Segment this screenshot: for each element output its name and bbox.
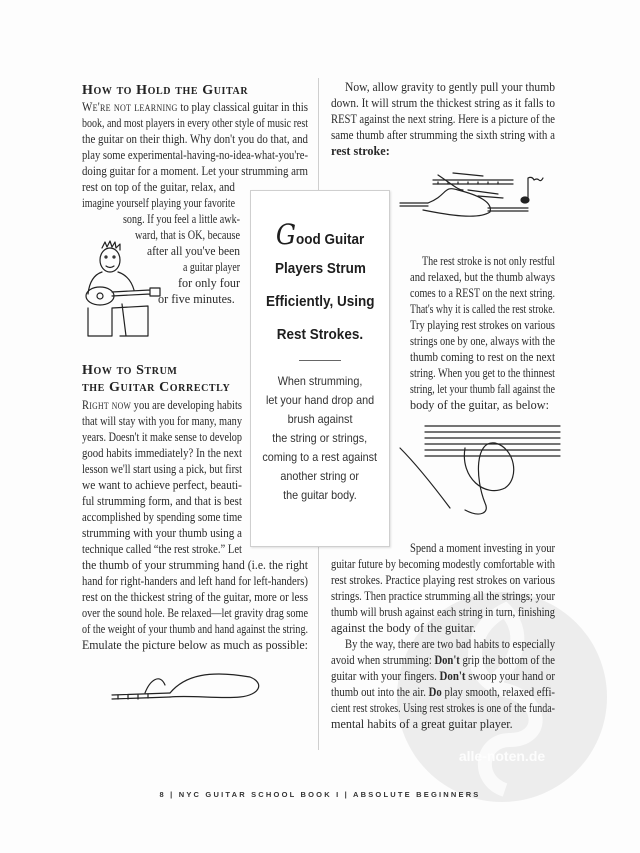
text-line	[82, 590, 308, 605]
text-line	[82, 510, 242, 525]
text-line	[82, 478, 242, 493]
pull-quote-caption-line: coming to a rest against	[262, 450, 378, 464]
text-span: Spend a moment investing in your	[410, 541, 555, 555]
text-line	[410, 350, 555, 365]
text-span: same thumb after strumming the sixth string with a	[331, 128, 555, 142]
pull-quote-caption-line: another string or	[280, 469, 360, 483]
text-line	[331, 112, 555, 127]
text-line	[331, 653, 555, 668]
section-heading-strum-2: the Guitar Correctly	[82, 380, 231, 395]
text-span: strings one by one, always with the	[410, 334, 555, 348]
text-line	[183, 260, 240, 275]
text-span: thumb will brush against each string in turn, finishing	[331, 605, 555, 619]
text-line	[178, 276, 240, 291]
text-span: grip the bottom of the	[459, 653, 555, 667]
text-line	[82, 494, 242, 509]
text-line	[82, 446, 242, 461]
text-span: accomplished by spending some time	[82, 510, 242, 524]
text-line	[82, 574, 308, 589]
text-line	[82, 430, 242, 445]
small-caps-lead: We're not learning	[82, 100, 178, 114]
text-span: technique called “the rest stroke.” Let	[82, 542, 242, 556]
bold-text: Don't	[434, 653, 460, 667]
text-line	[331, 128, 555, 143]
text-line	[82, 398, 242, 413]
text-line	[410, 541, 555, 556]
text-line	[410, 286, 555, 301]
drop-cap: G	[275, 218, 296, 251]
rest-stroke-illustration	[398, 170, 543, 220]
text-line	[331, 144, 390, 159]
text-line	[331, 557, 555, 572]
text-span: imagine yourself playing your favorite	[82, 196, 235, 210]
text-span: after all you've been	[147, 244, 240, 258]
text-span: That's why it is called the rest stroke.	[410, 302, 555, 316]
text-line	[331, 589, 555, 604]
text-span: to play classical guitar in this	[177, 100, 308, 114]
text-span: rest on the thickest string of the guitar, more or less	[82, 590, 308, 604]
text-span: that will stay with you for many, many	[82, 414, 242, 428]
text-line	[331, 605, 555, 620]
text-line	[158, 292, 235, 307]
text-span: ful strumming form, and that is best	[82, 494, 242, 508]
text-span: body of the guitar, as below:	[410, 398, 549, 412]
text-line	[422, 254, 555, 269]
text-span: play smooth, relaxed effi-	[441, 685, 555, 699]
text-line	[82, 116, 308, 131]
pull-quote-title-2: Players Strum	[274, 260, 366, 277]
text-line	[331, 701, 555, 716]
text-span: cient rest strokes. Using rest strokes is one of the funda-	[331, 701, 555, 715]
text-span: against the body of the guitar.	[331, 621, 476, 635]
text-line	[410, 318, 555, 333]
text-line	[345, 637, 555, 652]
text-line	[82, 180, 235, 195]
text-span: over the sound hole. Be relaxed—let gravity drag some	[82, 606, 308, 620]
bold-text: Don't	[439, 669, 466, 683]
text-line	[410, 334, 555, 349]
thumb-on-string-illustration	[110, 665, 270, 710]
text-line	[82, 100, 308, 115]
text-span: thumb coming to rest on the next	[410, 350, 555, 364]
pull-quote-caption-line: the string or strings,	[272, 431, 368, 445]
small-caps-lead: Right now	[82, 398, 132, 412]
text-span: the thumb of your strumming hand (i.e. the right	[82, 558, 308, 572]
text-line	[82, 148, 308, 163]
text-span: play some experimental-having-no-idea-what-you're-	[82, 148, 308, 162]
text-span: lesson we'll start using a pick, but first	[82, 462, 242, 476]
text-line	[331, 685, 555, 700]
pull-quote-caption-line: the guitar body.	[283, 488, 357, 502]
watermark-text: alle-noten.de	[458, 748, 546, 764]
text-span: we want to achieve perfect, beauti-	[82, 478, 242, 492]
pull-quote-title-3: Efficiently, Using	[265, 293, 375, 310]
text-span: down. It will strum the thickest string as it falls to	[331, 96, 555, 110]
text-span: good habits immediately? In the next	[82, 446, 242, 460]
text-span: mental habits of a great guitar player.	[331, 717, 513, 731]
text-span: or five minutes.	[158, 292, 235, 306]
text-span: the guitar on their thigh. Why don't you do that, and	[82, 132, 308, 146]
pull-quote-title-1	[276, 217, 364, 253]
text-span: guitar with your fingers.	[331, 669, 440, 683]
text-span: book, and most players in every other style of music rest	[82, 116, 308, 130]
text-span: comes to a REST on the next string.	[410, 286, 555, 300]
text-span: song. If you feel a little awk-	[123, 212, 240, 226]
text-line	[82, 606, 308, 621]
text-line	[410, 302, 555, 317]
text-span: strings. Then practice strumming all the strings; your	[331, 589, 555, 603]
text-line	[82, 164, 308, 179]
text-line	[82, 414, 242, 429]
text-line	[82, 132, 308, 147]
text-span: strumming with your thumb using a	[82, 526, 242, 540]
text-span: of the weight of your thumb and hand against the string.	[82, 622, 308, 636]
text-span: a guitar player	[183, 260, 240, 274]
text-span: rest strokes. Practice playing rest strokes on various	[331, 573, 555, 587]
section-heading-strum-1: How to Strum	[82, 363, 178, 378]
text-span: hand for right-handers and left hand for left-handers)	[82, 574, 308, 588]
thumb-on-guitar-body-illustration	[395, 418, 565, 518]
pull-quote-caption-line: let your hand drop and	[265, 393, 375, 407]
text-span: guitar future by becoming modestly comfortable with	[331, 557, 555, 571]
text-span: thumb out into the air.	[331, 685, 429, 699]
text-span: and relaxed, but the thumb always	[410, 270, 555, 284]
text-line	[123, 212, 240, 227]
bold-text: Do	[428, 685, 442, 699]
text-line	[331, 573, 555, 588]
text-span: Now, allow gravity to gently pull your thumb	[345, 80, 555, 94]
text-span: rest on top of the guitar, relax, and	[82, 180, 235, 194]
page-footer: 8 | NYC GUITAR SCHOOL BOOK I | ABSOLUTE BEGINNERS	[159, 790, 481, 799]
text-line	[410, 366, 555, 381]
pull-quote-rule	[299, 360, 341, 361]
text-line	[82, 462, 242, 477]
text-span: years. Doesn't it make sense to develop	[82, 430, 242, 444]
text-line	[410, 270, 555, 285]
bold-text: rest stroke:	[331, 144, 390, 158]
text-line	[331, 717, 513, 732]
pull-quote-title-text: ood Guitar	[295, 231, 365, 248]
text-span: you are developing habits	[131, 398, 242, 412]
text-span: string, let your thumb fall against the	[410, 382, 555, 396]
text-line	[410, 398, 549, 413]
text-line	[345, 80, 555, 95]
text-line	[82, 558, 308, 573]
text-line	[410, 382, 555, 397]
text-span: avoid when strumming:	[331, 653, 435, 667]
pull-quote-caption-line: When strumming,	[277, 374, 363, 388]
pull-quote-caption-line: brush against	[287, 412, 353, 426]
text-line	[82, 638, 308, 653]
guitar-player-illustration	[82, 238, 167, 338]
pull-quote-box	[250, 190, 390, 547]
text-line	[331, 669, 555, 684]
text-line	[331, 621, 476, 636]
text-span: The rest stroke is not only restful	[422, 254, 555, 268]
text-span: REST against the next string. Here is a picture of the	[331, 112, 555, 126]
text-span: string. When you get to the thinnest	[410, 366, 555, 380]
text-span: By the way, there are two bad habits to especially	[345, 637, 555, 651]
text-line	[82, 196, 235, 211]
text-span: swoop your hand or	[465, 669, 555, 683]
text-span: for only four	[178, 276, 240, 290]
text-line	[331, 96, 555, 111]
text-span: doing guitar for a moment. Let your strumming arm	[82, 164, 308, 178]
text-span: ward, that is OK, because	[135, 228, 240, 242]
text-span: Emulate the picture below as much as possible:	[82, 638, 308, 652]
text-line	[82, 622, 308, 637]
section-heading-hold: How to Hold the Guitar	[82, 83, 249, 98]
text-line	[82, 526, 242, 541]
pull-quote-title-4: Rest Strokes.	[276, 326, 364, 343]
text-span: Try playing rest strokes on various	[410, 318, 555, 332]
text-line	[82, 542, 242, 557]
